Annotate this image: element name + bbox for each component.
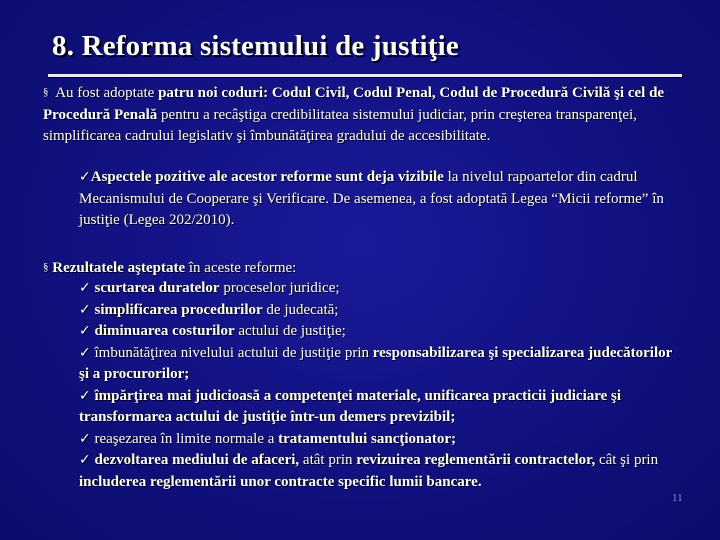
checkmark-icon: ✓ xyxy=(79,387,91,404)
text-run: proceselor juridice; xyxy=(219,280,340,296)
bold-run: diminuarea costurilor xyxy=(94,323,235,339)
checkmark-icon: ✓ xyxy=(79,452,91,468)
text-run: de judecată; xyxy=(262,301,339,318)
bold-run: Aspectele pozitive ale acestor reforme sunt deja vizibile xyxy=(90,169,444,185)
title-underline xyxy=(48,74,682,77)
paragraph-reform-codes xyxy=(43,82,683,148)
bold-run: scurtarea duratelor xyxy=(94,280,220,296)
bold-run: simplificarea procedurilor xyxy=(94,301,263,318)
text-run: îmbunătăţirea nivelului actului de justiţie prin xyxy=(94,344,373,361)
text-run: Au fost adoptate xyxy=(55,85,159,101)
text-run: cât şi prin xyxy=(595,452,659,468)
checkmark-icon: ✓ xyxy=(79,169,91,185)
bold-run: împărţirea mai judicioasă a competenţei materiale, unificarea practicii judiciare şi transformarea actului de justiţie într-un demers previzibil; xyxy=(79,387,622,425)
checkmark-icon: ✓ xyxy=(79,344,91,361)
slide-title: 8. Reforma sistemului de justiţie xyxy=(52,30,459,62)
list-item xyxy=(79,343,685,386)
page-number: 11 xyxy=(672,492,683,504)
list-item xyxy=(79,278,685,300)
text-run: în aceste reforme: xyxy=(185,260,297,276)
text-run: actului de justiţie; xyxy=(234,323,346,339)
text-run: pentru a recâştiga credibilitatea sistemului judiciar, prin creşterea transparenţei, simplificarea cadrului legislativ şi îmbunătăţirea gradului de accesibilitate. xyxy=(43,106,637,144)
list-item xyxy=(79,300,685,322)
checkmark-icon: ✓ xyxy=(79,280,91,296)
bold-run: Rezultatele aşteptate xyxy=(52,260,186,276)
checkmark-icon: ✓ xyxy=(79,323,91,339)
bold-run: responsabilizarea şi specializarea judecătorilor şi a procurorilor; xyxy=(79,344,673,382)
bold-run: patru noi coduri: Codul Civil, Codul Penal, Codul de Procedură Civilă şi cel de Procedură Penală xyxy=(43,85,665,123)
text-run: la nivelul rapoartelor din cadrul Mecanismului de Cooperare şi Verificare. De asemenea, a fost adoptată Legea “Micii reforme” în justiţie (Legea 202/2010). xyxy=(79,169,664,228)
paragraph-expected-results xyxy=(43,257,683,280)
list-item xyxy=(79,450,685,493)
text-run: reaşezarea în limite normale a xyxy=(94,430,279,447)
paragraph-positive-aspects xyxy=(79,167,683,232)
square-bullet-icon: § xyxy=(43,261,49,273)
bold-run: includerea reglementării unor contracte specific lumii bancare. xyxy=(79,473,482,490)
checkmark-icon: ✓ xyxy=(79,301,91,318)
list-item xyxy=(79,429,685,451)
bold-run: revizuirea reglementării contractelor, xyxy=(356,452,596,468)
list-item xyxy=(79,386,685,429)
expected-results-list xyxy=(79,278,685,493)
text-run: atât prin xyxy=(299,452,357,468)
square-bullet-icon: § xyxy=(43,86,49,98)
checkmark-icon: ✓ xyxy=(79,430,91,447)
bold-run: dezvoltarea mediului de afaceri, xyxy=(94,452,300,468)
bold-run: tratamentului sancţionator; xyxy=(278,430,457,447)
list-item xyxy=(79,321,685,343)
